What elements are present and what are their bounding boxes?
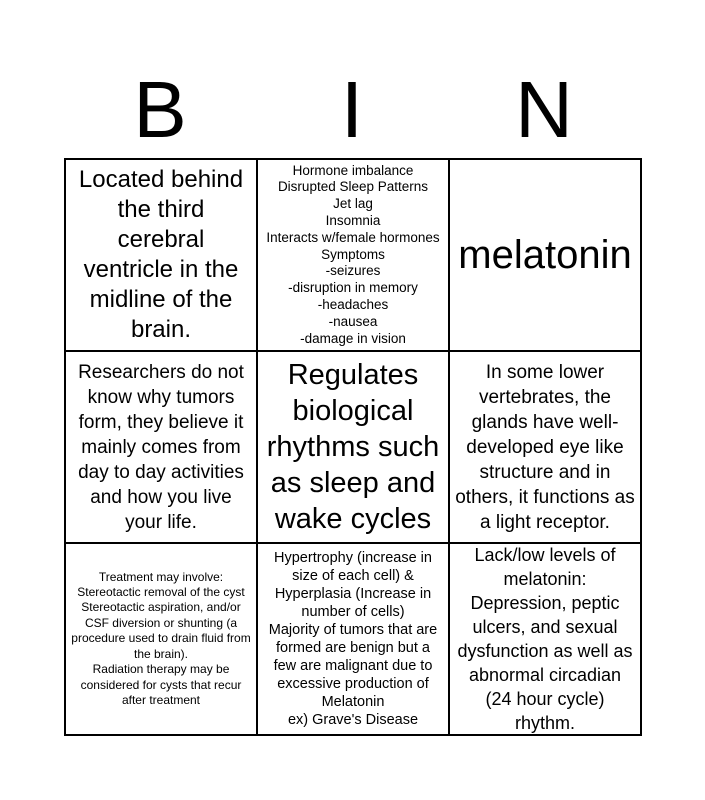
header-letter-b: B bbox=[133, 65, 187, 154]
bingo-cell[interactable]: Hypertrophy (increase in size of each cell) & Hyperplasia (Increase in number of cells) Majority of tumors that are formed are benign but a few are malignant due to excessive production of Melatonin ex) Grave's Disease bbox=[256, 542, 448, 734]
bingo-grid bbox=[64, 158, 642, 736]
bingo-cell[interactable]: Lack/low levels of melatonin: Depression, peptic ulcers, and sexual dysfunction as well as abnormal circadian (24 hour cycle) rhythm. bbox=[448, 542, 640, 734]
bingo-cell[interactable]: Researchers do not know why tumors form, they believe it mainly comes from day to day activities and how you live your life. bbox=[64, 350, 256, 542]
header-letter-i: I bbox=[340, 65, 364, 154]
bingo-header bbox=[64, 60, 642, 160]
bingo-cell[interactable]: Treatment may involve: Stereotactic removal of the cyst Stereotactic aspiration, and/or CSF diversion or shunting (a procedure used to drain fluid from the brain). Radiation therapy may be considered for cysts that recur after treatment bbox=[64, 542, 256, 734]
bingo-cell[interactable]: Regulates biological rhythms such as sleep and wake cycles bbox=[256, 350, 448, 542]
bingo-cell[interactable]: melatonin bbox=[448, 158, 640, 350]
bingo-cell[interactable]: Hormone imbalance Disrupted Sleep Patterns Jet lag Insomnia Interacts w/female hormones Symptoms -seizures -disruption in memory -headaches -nausea -damage in vision bbox=[256, 158, 448, 350]
bingo-cell[interactable]: In some lower vertebrates, the glands have well-developed eye like structure and in others, it functions as a light receptor. bbox=[448, 350, 640, 542]
header-letter-n: N bbox=[515, 65, 573, 154]
bingo-cell[interactable]: Located behind the third cerebral ventricle in the midline of the brain. bbox=[64, 158, 256, 350]
